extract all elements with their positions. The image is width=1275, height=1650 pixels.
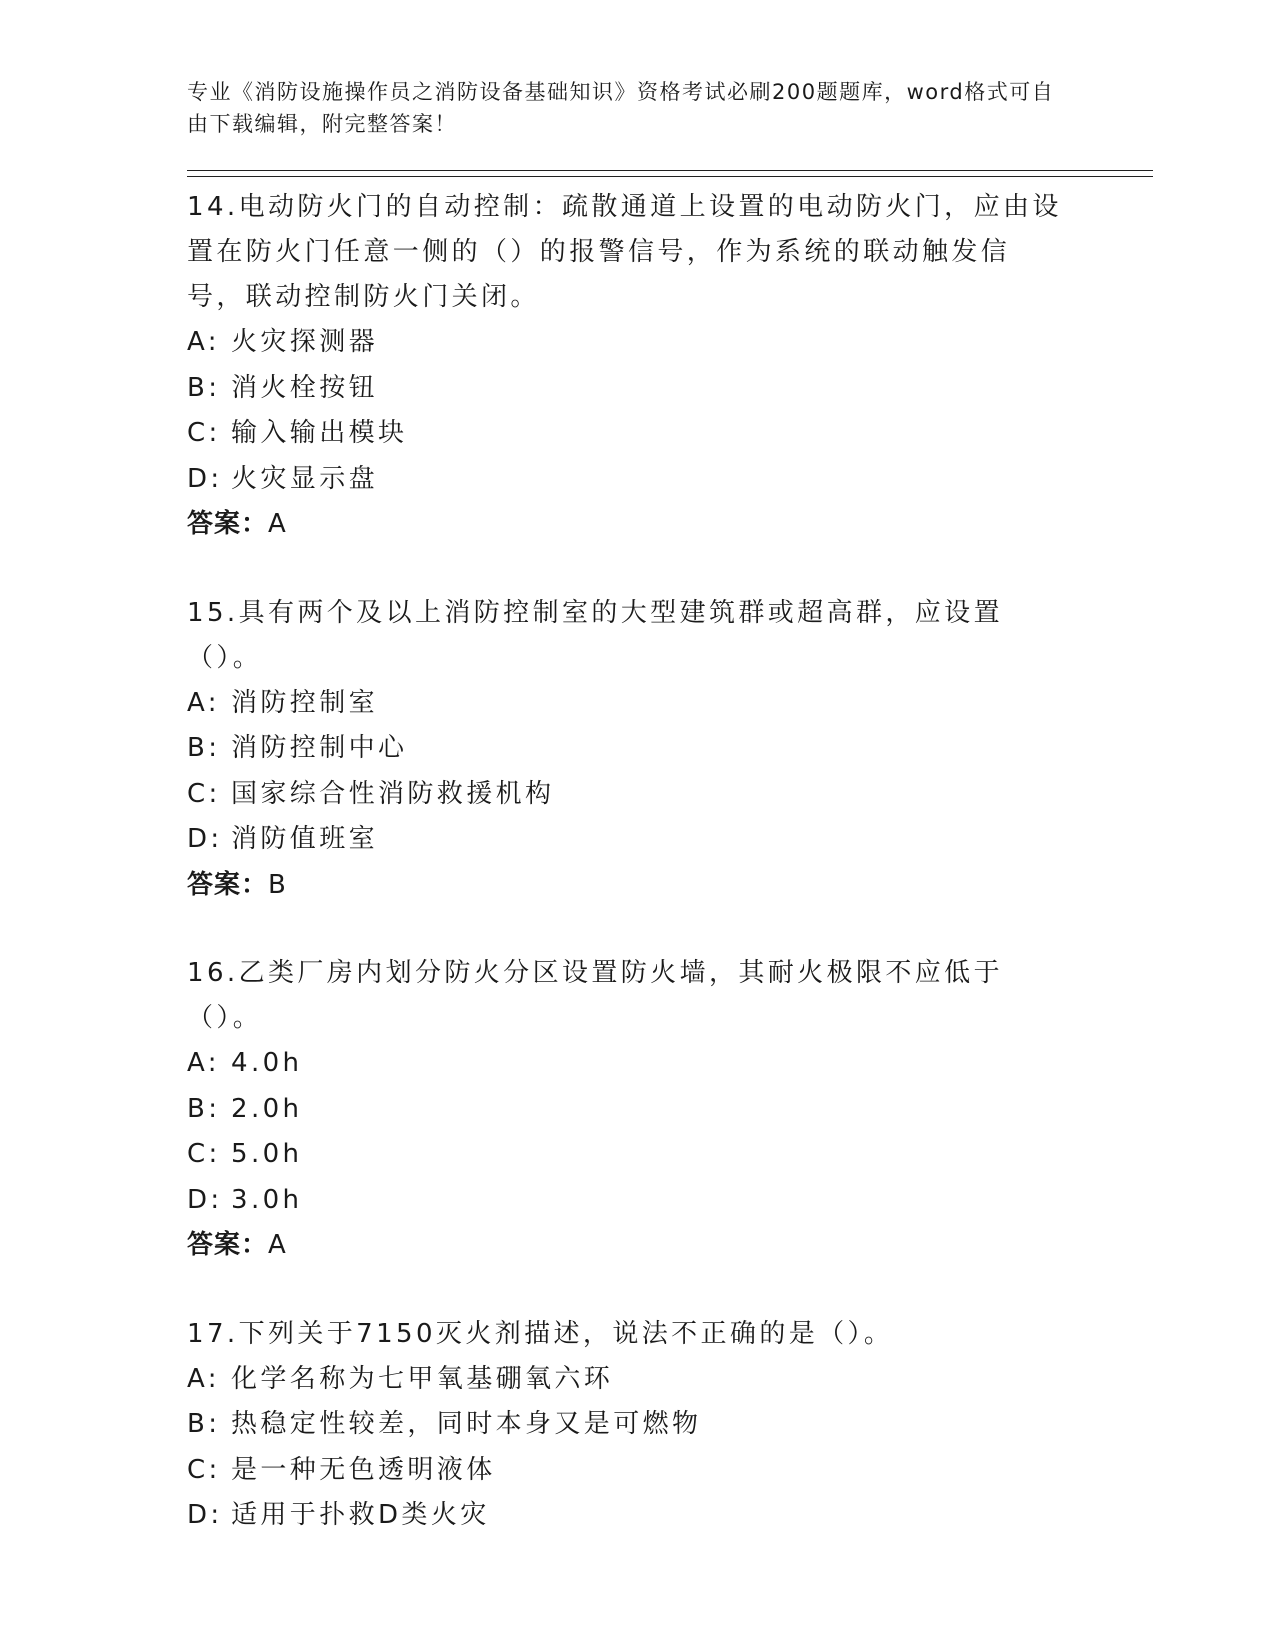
question-block — [187, 1312, 1153, 1539]
option-text: 消防值班室 — [231, 824, 379, 854]
option-text: 国家综合性消防救援机构 — [231, 778, 555, 809]
question-number: 17. — [187, 1318, 239, 1349]
option-letter: D: — [187, 1184, 223, 1215]
answer-value: A — [268, 1230, 287, 1260]
question-text — [187, 951, 1067, 1041]
question-number: 16. — [187, 958, 239, 988]
question-block — [187, 185, 1153, 548]
option-text: 输入输出模块 — [231, 418, 408, 448]
question-stem: 电动防火门的自动控制：疏散通道上设置的电动防火门，应由设置在防火门任意一侧的（）的报警信号，作为系统的联动触发信号，联动控制防火门关闭。 — [187, 192, 1062, 312]
answer-value: B — [268, 869, 287, 900]
option-text: 热稳定性较差，同时本身又是可燃物 — [231, 1409, 702, 1439]
answer-option — [187, 411, 1153, 457]
option-letter: A: — [187, 1363, 220, 1394]
option-letter: A: — [187, 327, 220, 357]
answer-option — [187, 772, 1153, 818]
answer-line — [187, 502, 1153, 548]
option-letter: C: — [187, 1454, 221, 1485]
question-block — [187, 591, 1153, 909]
answer-label: 答案： — [187, 1230, 269, 1260]
answer-option — [187, 1178, 1153, 1224]
option-text: 消防控制室 — [231, 687, 379, 718]
question-text — [187, 591, 1067, 681]
option-text: 2.0h — [231, 1093, 303, 1124]
option-letter: C: — [187, 778, 221, 809]
answer-option — [187, 1493, 1153, 1539]
question-block — [187, 951, 1153, 1269]
option-text: 化学名称为七甲氧基硼氧六环 — [231, 1363, 614, 1394]
option-text: 火灾探测器 — [231, 327, 379, 357]
option-text: 消防控制中心 — [231, 733, 408, 763]
option-text: 是一种无色透明液体 — [231, 1454, 496, 1485]
question-stem: 乙类厂房内划分防火分区设置防火墙，其耐火极限不应低于（）。 — [187, 958, 1003, 1033]
question-list — [187, 185, 1153, 1539]
question-number: 15. — [187, 597, 239, 628]
answer-line — [187, 863, 1153, 909]
answer-label: 答案： — [187, 509, 269, 539]
document-page — [187, 76, 1153, 1582]
answer-option — [187, 1132, 1153, 1178]
option-text: 4.0h — [231, 1048, 303, 1078]
option-letter: B: — [187, 733, 221, 763]
option-letter: C: — [187, 418, 221, 448]
option-text: 5.0h — [231, 1139, 303, 1169]
option-letter: D: — [187, 1500, 223, 1530]
option-text: 火灾显示盘 — [231, 463, 379, 494]
question-stem: 下列关于7150灭火剂描述，说法不正确的是（）。 — [238, 1318, 894, 1349]
answer-option — [187, 726, 1153, 772]
option-letter: C: — [187, 1139, 221, 1169]
answer-option — [187, 1041, 1153, 1087]
option-letter: A: — [187, 1048, 220, 1078]
option-text: 3.0h — [231, 1184, 303, 1215]
question-text — [187, 185, 1067, 320]
answer-option — [187, 817, 1153, 863]
answer-option — [187, 1357, 1153, 1403]
answer-line — [187, 1223, 1153, 1269]
answer-option — [187, 1087, 1153, 1133]
answer-option — [187, 1448, 1153, 1494]
option-text: 消火栓按钮 — [231, 372, 379, 403]
question-number: 14. — [187, 192, 239, 222]
option-letter: A: — [187, 687, 220, 718]
option-text: 适用于扑救D类火灾 — [231, 1500, 490, 1530]
answer-value: A — [268, 509, 287, 539]
answer-option — [187, 1402, 1153, 1448]
option-letter: B: — [187, 1093, 221, 1124]
option-letter: D: — [187, 824, 223, 854]
answer-option — [187, 320, 1153, 366]
answer-label: 答案： — [187, 869, 269, 900]
question-text — [187, 1312, 1067, 1357]
document-header: 专业《消防设施操作员之消防设备基础知识》资格考试必刷200题题库，word格式可自由下载编辑，附完整答案！ — [187, 80, 1055, 136]
question-stem: 具有两个及以上消防控制室的大型建筑群或超高群，应设置（）。 — [187, 597, 1003, 673]
answer-option — [187, 457, 1153, 503]
option-letter: B: — [187, 1409, 221, 1439]
option-letter: D: — [187, 463, 223, 494]
answer-option — [187, 366, 1153, 412]
answer-option — [187, 681, 1153, 727]
header-divider — [187, 170, 1153, 177]
option-letter: B: — [187, 372, 221, 403]
